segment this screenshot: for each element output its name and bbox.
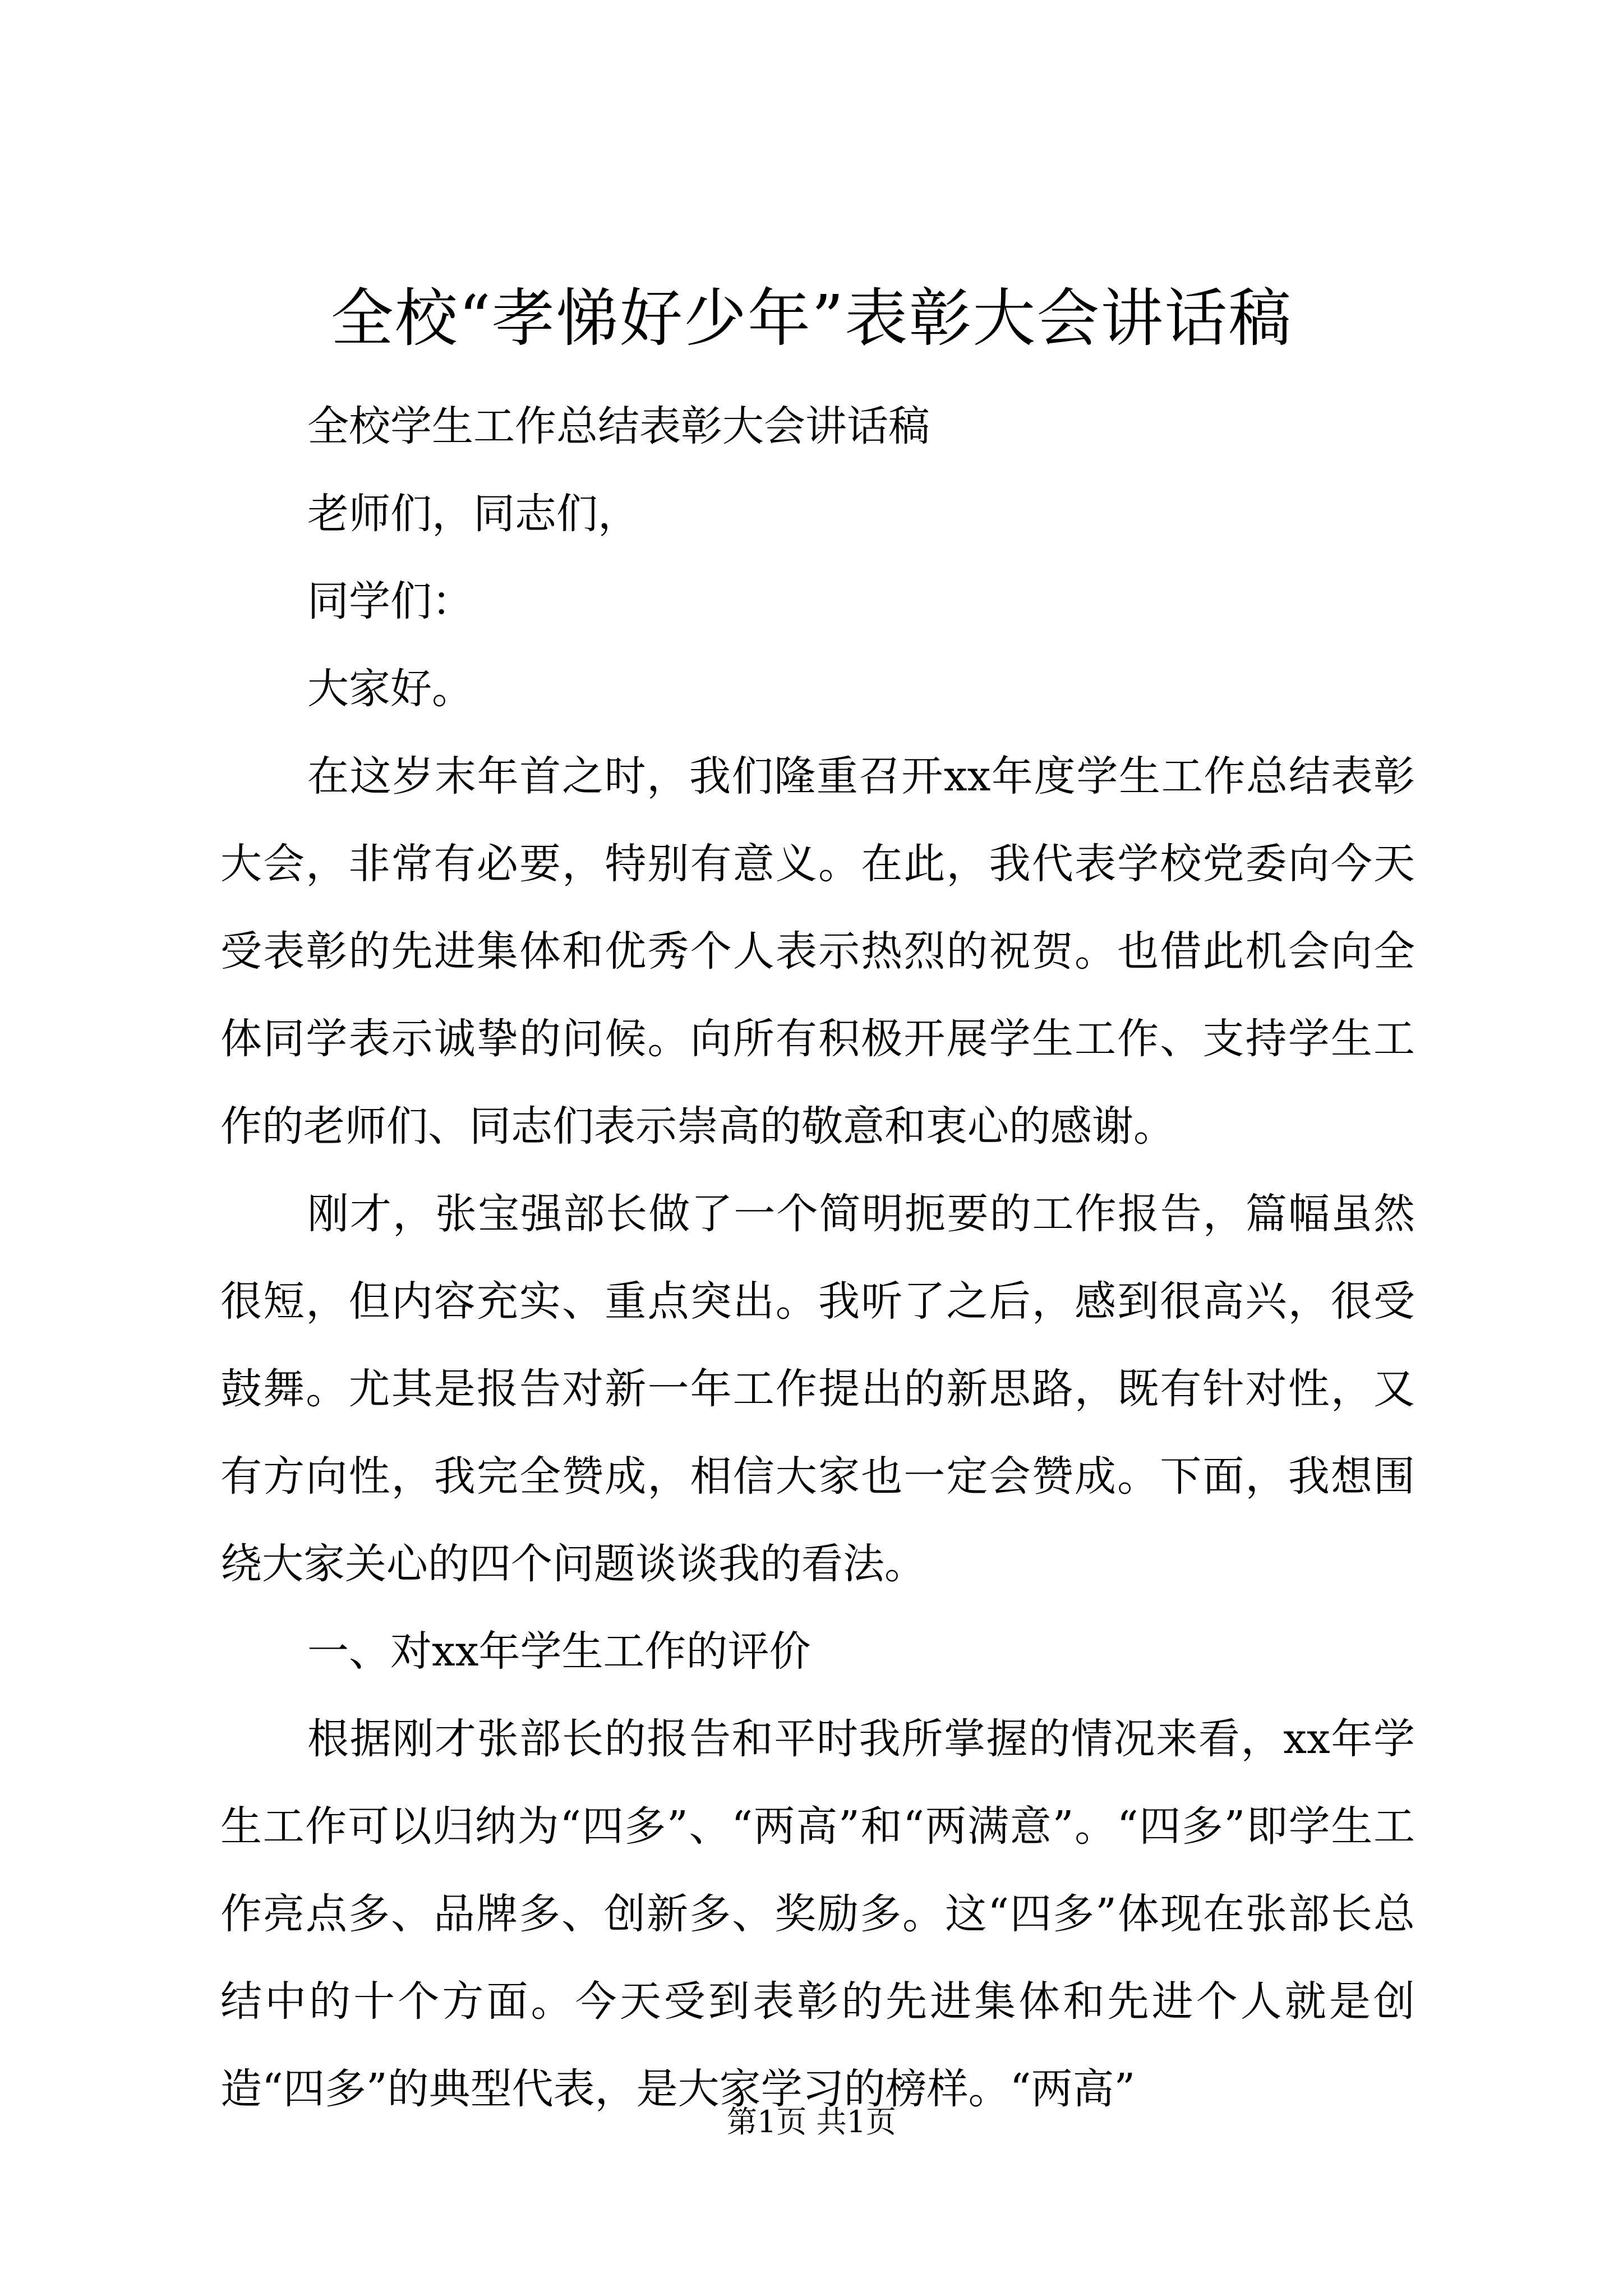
paragraph: 刚才，张宝强部长做了一个简明扼要的工作报告，篇幅虽然很短，但内容充实、重点突出。我听了之后，感到很高兴，很受鼓舞。尤其是报告对新一年工作提出的新思路，既有针对性，又有方向性，我完全赞成，相信大家也一定会赞成。下面，我想围绕大家关心的四个问题谈谈我的看法。 (220, 1190, 1415, 1588)
document-body (220, 383, 1415, 2133)
paragraph: 全校学生工作总结表彰大会讲话稿 (307, 402, 930, 450)
paragraph: 在这岁末年首之时，我们隆重召开xx年度学生工作总结表彰大会，非常有必要，特别有意义。在此，我代表学校党委向今天受表彰的先进集体和优秀个人表示热烈的祝贺。也借此机会向全体同学表示诚挚的问候。向所有积极开展学生工作、支持学生工作的老师们、同志们表示崇高的敬意和衷心的感谢。 (220, 752, 1415, 1151)
section-heading: 一、对xx年学生工作的评价 (307, 1627, 811, 1676)
paragraph: 大家好。 (307, 665, 473, 713)
paragraph: 同学们： (307, 577, 473, 625)
paragraph: 老师们，同志们， (307, 490, 639, 538)
document-title: 全校“孝悌好少年”表彰大会讲话稿 (330, 282, 1293, 355)
paragraph: 根据刚才张部长的报告和平时我所掌握的情况来看，xx年学生工作可以归纳为“四多”、“两高”和“两满意”。“四多”即学生工作亮点多、品牌多、创新多、奖励多。这“四多”体现在张部长总结中的十个方面。今天受到表彰的先进集体和先进个人就是创造“四多”的典型代表，是大家学习的榜样。“两高” (220, 1715, 1415, 2113)
page-footer: 第1页 共1页 (727, 2104, 896, 2139)
